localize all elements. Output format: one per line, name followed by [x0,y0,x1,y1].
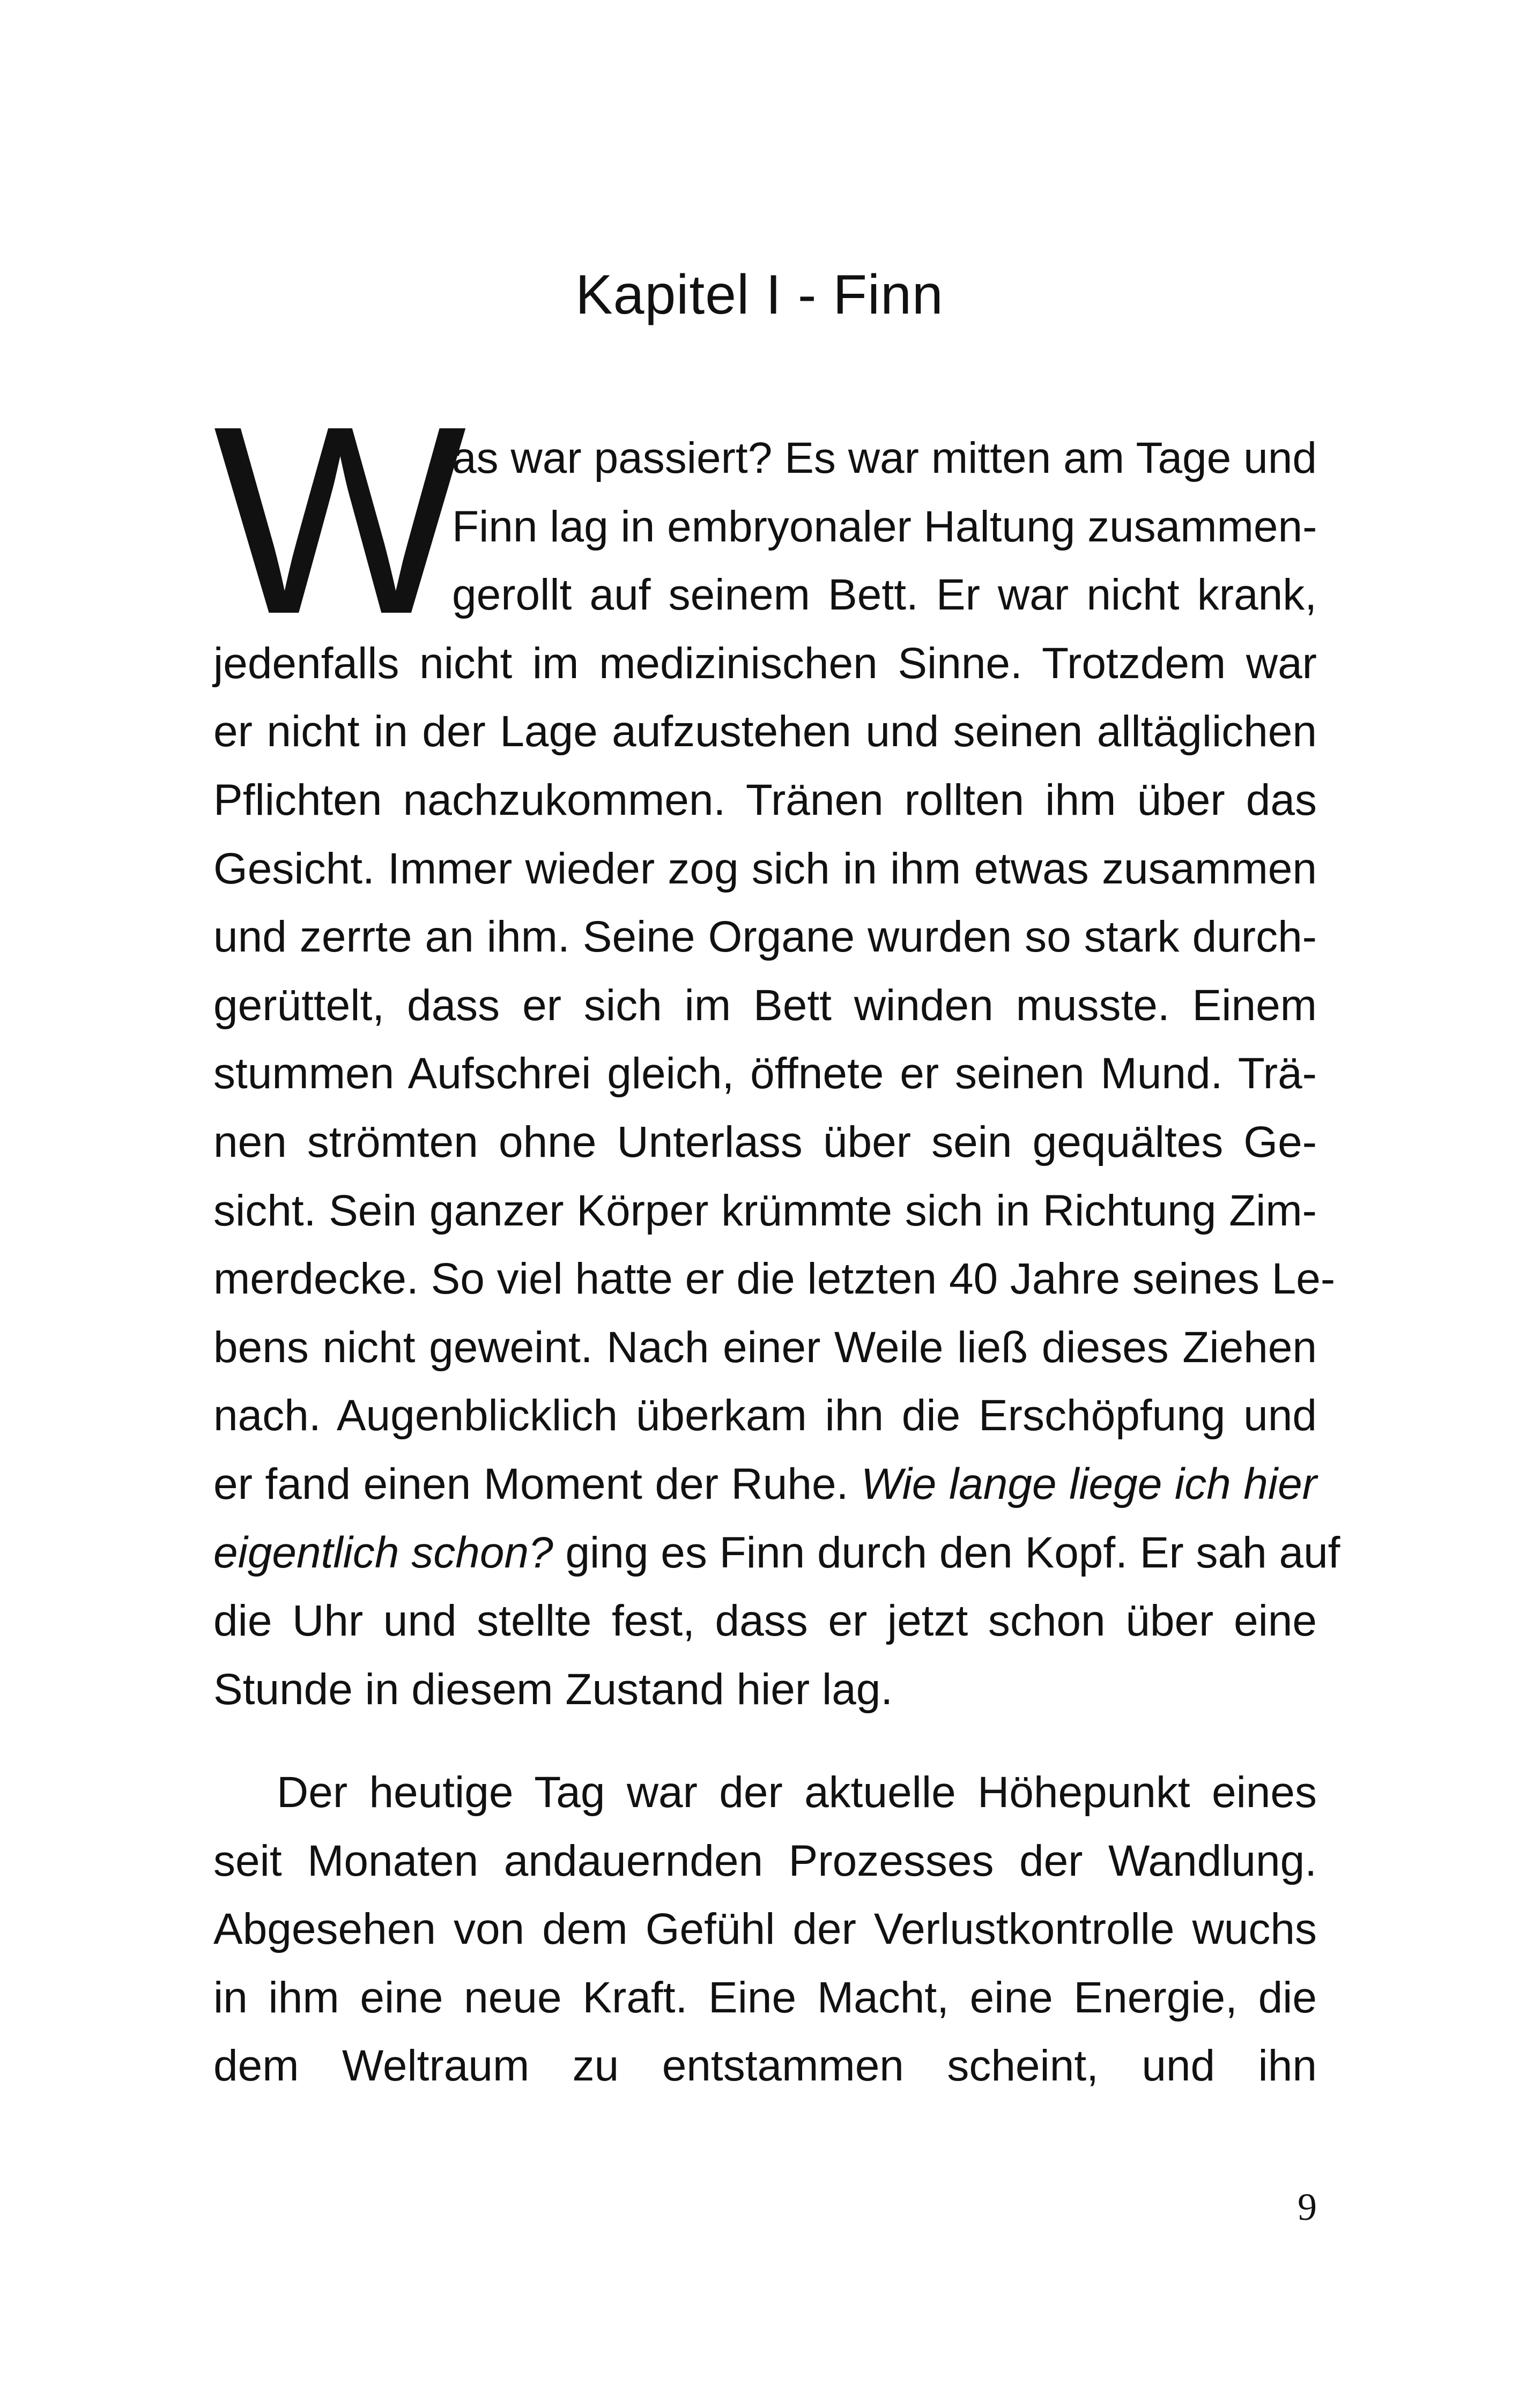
text-line: seit Monaten andauernden Prozesses der Wandlung. [213,1836,1317,1885]
text-line: Finn lag in embryonaler Haltung zusammen- [452,502,1317,551]
text-line: in ihm eine neue Kraft. Eine Macht, eine Energie, die [213,1973,1317,2022]
text-line: merdecke. So viel hatte er die letzten 40 Jahre seines Le- [213,1254,1336,1304]
italic-thought-1: Wie lange liege ich hier [861,1459,1317,1508]
page-number: 9 [1298,2186,1317,2228]
text-line: jedenfalls nicht im medizinischen Sinne. Trotzdem war [213,638,1317,688]
text-line [213,1519,1340,1587]
text-line: nach. Augenblicklich überkam ihn die Erschöpfung und [213,1391,1317,1440]
paragraph-2 [213,1758,1317,2100]
text-line: stummen Aufschrei gleich, öffnete er seinen Mund. Trä- [213,1049,1317,1098]
text-line: bens nicht geweint. Nach einer Weile ließ dieses Ziehen [213,1322,1317,1372]
text-line: gerüttelt, dass er sich im Bett winden musste. Einem [213,980,1317,1030]
text-segment: er fand einen Moment der Ruhe. [213,1459,849,1508]
italic-thought-2: eigentlich schon? [213,1528,553,1577]
text-line: Der heutige Tag war der aktuelle Höhepunkt eines [277,1768,1317,1817]
text-line: die Uhr und stellte fest, dass er jetzt schon über eine [213,1596,1317,1646]
drop-cap: W [213,370,461,670]
text-line: as war passiert? Es war mitten am Tage und [452,434,1317,482]
chapter-title: Kapitel I - Finn [575,264,944,326]
paragraph-1 [213,424,1340,1723]
text-line [213,1450,1317,1519]
text-line: Abgesehen von dem Gefühl der Verlustkontrolle wuchs [213,1905,1317,1954]
text-line: Gesicht. Immer wieder zog sich in ihm etwas zusammen [213,844,1317,893]
text-line: gerollt auf seinem Bett. Er war nicht krank, [452,570,1317,620]
text-segment: ging es Finn durch den Kopf. Er sah auf [553,1528,1340,1577]
text-line: und zerrte an ihm. Seine Organe wurden so stark durch- [213,912,1317,962]
text-line: Pflichten nachzukommen. Tränen rollten ihm über das [213,775,1317,824]
text-line: dem Weltraum zu entstammen scheint, und ihn [213,2041,1317,2091]
text-line: sicht. Sein ganzer Körper krümmte sich in Richtung Zim- [213,1186,1317,1235]
text-line: er nicht in der Lage aufzustehen und seinen alltäglichen [213,707,1317,756]
text-line: nen strömten ohne Unterlass über sein gequältes Ge- [213,1117,1317,1166]
text-line: Stunde in diesem Zustand hier lag. [213,1664,893,1714]
